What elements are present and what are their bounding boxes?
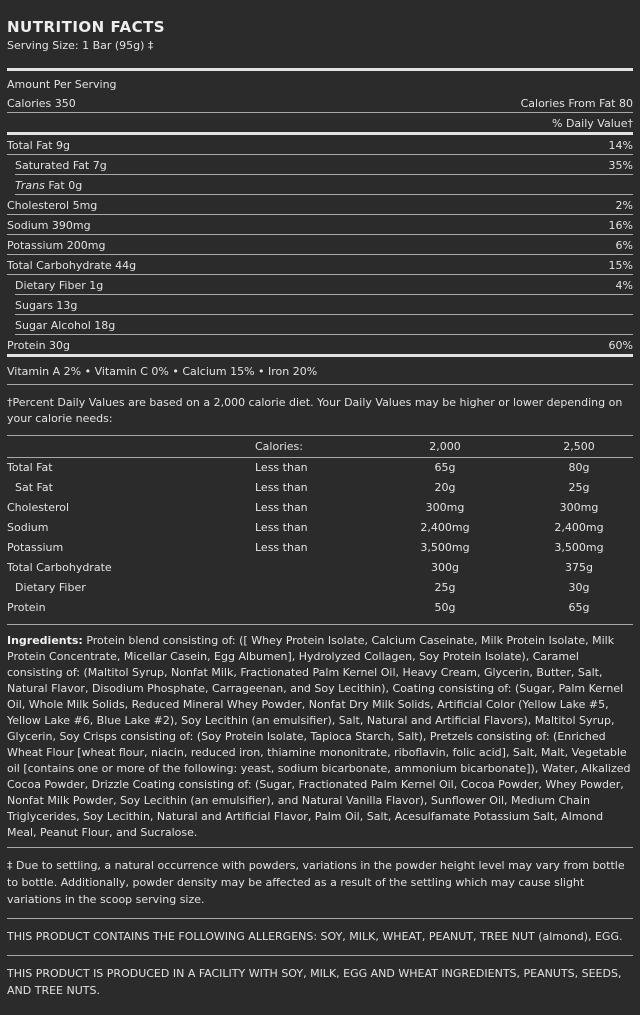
amount-per-serving-label: Amount Per Serving [7,78,117,91]
dv-header-cell [7,436,255,458]
table-row [7,598,633,618]
dv-cell: 25g [434,581,456,594]
dv-cell: 20g [434,481,456,494]
serving-size: Serving Size: 1 Bar (95g) ‡ [7,36,633,71]
dv-cell: 2,400mg [420,521,470,534]
ingredients-text: Protein blend consisting of: ([ Whey Protein Isolate, Calcium Caseinate, Milk Protein Isolate, Milk Protein Concentrate, Micellar Casein, Egg Albumen], Hydrolyzed Collagen, Soy Protein Isolate), Caramel consisting of: (Maltitol Syrup, Nonfat Milk, Fractionated Palm Kernel Oil, Heavy Cream, Glycerin, Butter, Salt, Natural Flavor, Disodium Phosphate, Carrageenan, and Soy Lecithin), Coating consisting of: (Sugar, Palm Kernel Oil, Whole Milk Solids, Reduced Mineral Whey Powder, Nonfat Dry Milk Solids, Artificial Color (Yellow Lake #5, Yellow Lake #6, Blue Lake #2), Soy Lecithin (an emulsifier), Salt, Natural and Artificial Flavors), Maltitol Syrup, Glycerin, Soy Crisps consisting of: (Soy Protein Isolate, Tapioca Starch, Salt), Pretzels consisting of: (Enriched Wheat Flour [wheat flour, niacin, reduced iron, thiamine mononitrate, riboflavin, folic acid], Salt, Malt, Vegetable oil [contains one or more of the following: yeast, sodium bicarbonate, ammonium bicarbonate]), Water, Alkalized Cocoa Powder, Drizzle Coating consisting of: (Sugar, Fractionated Palm Kernel Oil, Cocoa Powder, Whey Powder, Nonfat Milk Powder, Soy Lecithin (an emulsifier), and Natural Vanilla Flavor), Sunflower Oil, Medium Chain Triglycerides, Soy Lecithin, Natural and Artificial Flavor, Palm Oil, Salt, Acesulfamate Potassium Salt, Almond Meal, Peanut Flour, and Sucralose. [7,634,631,839]
nutrient-label: Total Fat 9g [7,138,71,152]
nutrient-dv: 6% [615,238,633,252]
daily-value-header-row [7,113,633,135]
calories-label: Calories 350 [7,96,76,110]
nutrient-row-potassium [7,235,633,255]
table-row [7,458,633,479]
ingredients-label: Ingredients: [7,634,83,647]
dv-table-header [7,436,633,458]
table-row [7,478,633,498]
nutrient-row-dietary-fiber [15,275,633,295]
table-row [7,518,633,538]
ingredients-section [7,624,633,847]
nutrient-row-cholesterol [7,195,633,215]
dv-cell: Dietary Fiber [15,581,86,594]
nutrient-label: Dietary Fiber 1g [15,278,104,292]
dv-cell: Sat Fat [15,481,53,494]
nutrient-row-total-fat [7,135,633,155]
dv-cell [255,578,365,598]
dv-cell: 25g [568,481,590,494]
dv-cell: Less than [255,501,308,514]
nutrient-row-protein [7,335,633,357]
dv-cell: 300g [431,561,459,574]
dv-cell: Less than [255,481,308,494]
dv-cell: Sodium [7,521,49,534]
dv-header-cell: 2,000 [365,436,525,458]
nutrient-dv: 35% [608,158,633,172]
nutrient-row-sugar-alcohol [15,315,633,335]
dv-cell: Total Fat [7,461,53,474]
dv-cell: 3,500mg [420,541,470,554]
dv-header-cell: 2,500 [525,436,633,458]
panel-title: NUTRITION FACTS [7,18,166,36]
nutrient-dv: 15% [608,258,633,272]
trans-italic: Trans [15,178,45,192]
dv-cell: 3,500mg [554,541,604,554]
nutrient-dv: 2% [615,198,633,212]
dv-cell: 30g [568,581,590,594]
nutrient-label: Protein 30g [7,338,71,352]
nutrient-row-total-carbohydrate [7,255,633,275]
nutrient-label: Sugar Alcohol 18g [15,318,116,332]
nutrient-label: Total Carbohydrate 44g [7,258,137,272]
dv-cell [255,598,365,618]
nutrient-dv: 4% [615,278,633,292]
dv-cell: Less than [255,521,308,534]
nutrient-row-sugars [15,295,633,315]
dv-cell: 300mg [425,501,465,514]
daily-value-footnote: †Percent Daily Values are based on a 2,000 calorie diet. Your Daily Values may be higher or lower depending on your calorie needs: [7,396,623,425]
dv-header-cell: Calories: [255,436,365,458]
facility-statement: THIS PRODUCT IS PRODUCED IN A FACILITY WITH SOY, MILK, EGG AND WHEAT INGREDIENTS, PEANUTS, SEEDS, AND TREE NUTS. [7,955,633,1009]
calories-from-fat: Calories From Fat 80 [520,96,633,110]
dv-cell: 2,400mg [554,521,604,534]
nutrient-row-trans-fat [15,175,633,195]
dv-cell: 300mg [559,501,599,514]
table-row [7,558,633,578]
trans-rest: Fat 0g [44,178,83,192]
dv-cell: Total Carbohydrate [7,561,112,574]
daily-value-header: % Daily Value† [552,116,633,130]
table-row [7,498,633,518]
nutrient-row-saturated-fat [15,155,633,175]
nutrient-dv: 16% [608,218,633,232]
amount-per-serving [7,71,633,93]
nutrient-dv: 14% [608,138,633,152]
table-row [7,578,633,598]
dv-cell: 50g [434,601,456,614]
calories-row [7,93,633,113]
nutrient-dv: 60% [608,338,633,352]
nutrient-label: Cholesterol 5mg [7,198,98,212]
nutrient-row-sodium [7,215,633,235]
vitamins-line: Vitamin A 2% • Vitamin C 0% • Calcium 15% • Iron 20% [7,357,633,385]
dv-cell [255,558,365,578]
nutrient-label [15,178,82,194]
table-row [7,538,633,558]
dv-cell: Cholesterol [7,501,70,514]
dv-cell: 65g [434,461,456,474]
nutrient-label: Sodium 390mg [7,218,91,232]
nutrient-label: Saturated Fat 7g [15,158,107,172]
dv-cell: Less than [255,461,308,474]
dv-cell: 80g [568,461,590,474]
dv-cell: 65g [568,601,590,614]
nutrient-label: Sugars 13g [15,298,78,312]
allergens-statement: THIS PRODUCT CONTAINS THE FOLLOWING ALLERGENS: SOY, MILK, WHEAT, PEANUT, TREE NUT (almond), EGG. [7,918,633,955]
daily-value-table [7,435,633,618]
nutrient-label: Potassium 200mg [7,238,106,252]
dv-cell: Potassium [7,541,64,554]
settling-note: ‡ Due to settling, a natural occurrence with powders, variations in the powder height level may vary from bottle to bottle. Additionally, powder density may be affected as a result of the settling which may cause slight variations in the scoop serving size. [7,847,633,918]
dv-cell: 375g [565,561,593,574]
dv-cell: Protein [7,601,46,614]
dv-cell: Less than [255,541,308,554]
